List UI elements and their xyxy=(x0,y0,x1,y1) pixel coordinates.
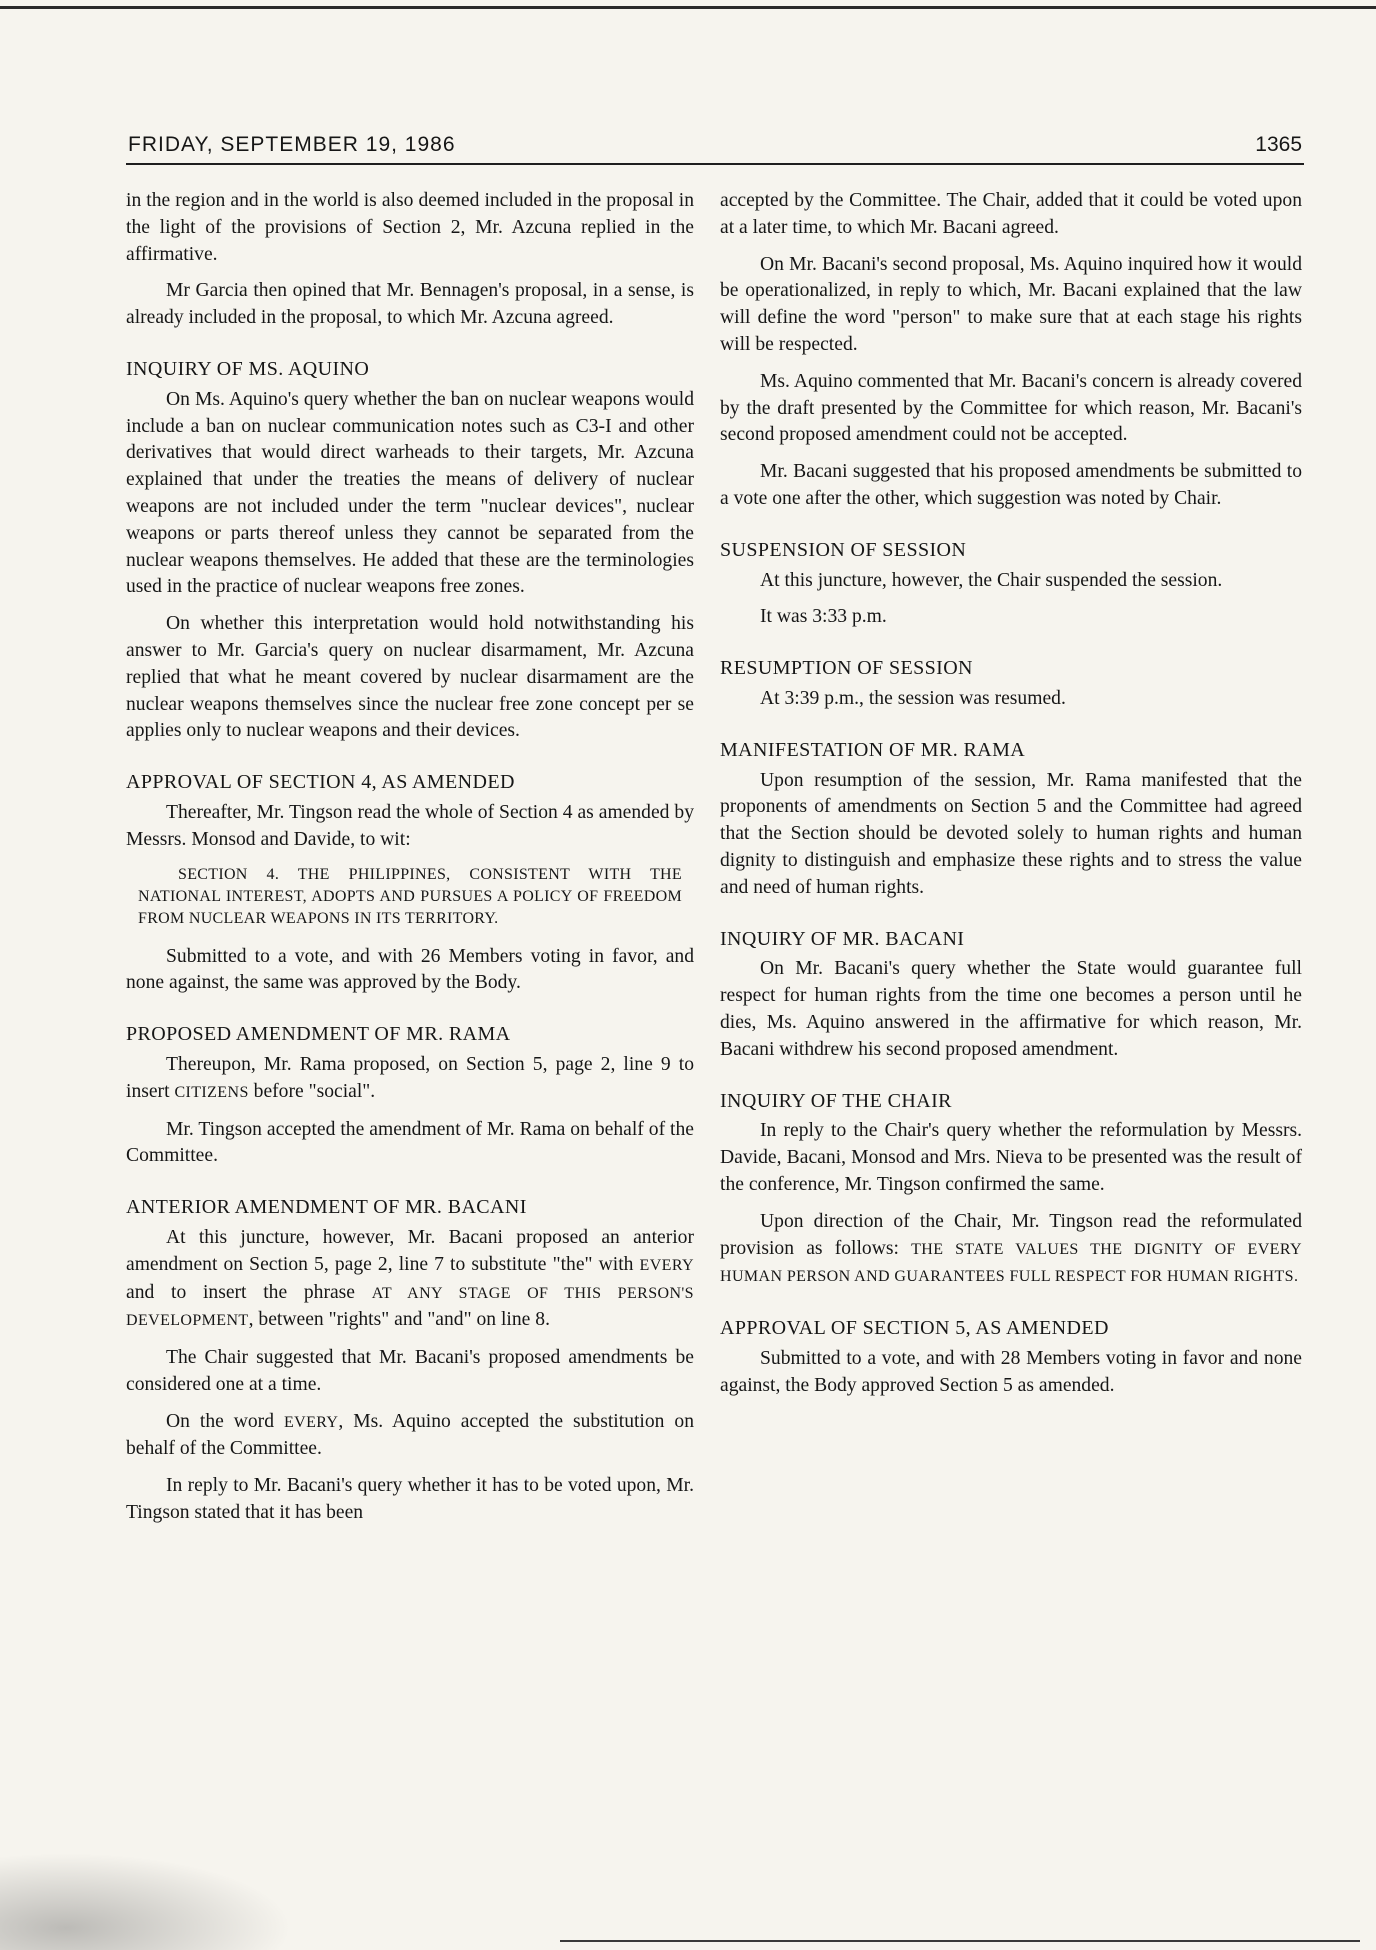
paragraph: At this juncture, however, the Chair suspended the session. xyxy=(760,569,1223,591)
paragraph: in the region and in the world is also deemed included in the proposal in the light of the provisions of Section 2, Mr. Azcuna replied in the affirmative. xyxy=(126,190,694,265)
paragraph: On Ms. Aquino's query whether the ban on nuclear weapons would include a ban on nuclear communication notes such as C3-I and other derivatives that would direct warheads to their targets, Mr. Azcuna explained that under the treaties the means of delivery of nuclear weapons are not included under the term "nuclear devices", nuclear weapons or parts thereof unless they cannot be separated from the nuclear weapons themselves. He added that these are the terminologies used in the practice of nuclear weapons free zones. xyxy=(126,388,694,598)
left-column xyxy=(126,188,694,1537)
text-run: Thereupon, Mr. Rama proposed, on Section 5, page 2, line 9 to insert xyxy=(126,1053,694,1102)
section-heading: PROPOSED AMENDMENT OF MR. RAMA xyxy=(126,1023,511,1046)
paragraph: Mr Garcia then opined that Mr. Bennagen's proposal, in a sense, is already included in the proposal, to which Mr. Azcuna agreed. xyxy=(126,280,694,329)
paragraph: On whether this interpretation would hold notwithstanding his answer to Mr. Garcia's query on nuclear disarmament, Mr. Azcuna replied that what he meant covered by nuclear disarmament are the nuclear weapons themselves since the nuclear free zone concept per se applies only to nuclear weapons and their devices. xyxy=(126,613,694,742)
section-heading: RESUMPTION OF SESSION xyxy=(720,657,973,680)
running-head-date: FRIDAY, SEPTEMBER 19, 1986 xyxy=(128,133,456,156)
section-heading: INQUIRY OF MR. BACANI xyxy=(720,927,965,950)
page-number: 1365 xyxy=(1255,133,1302,156)
small-caps-text: CITIZENS xyxy=(174,1083,249,1101)
section-heading: MANIFESTATION OF MR. RAMA xyxy=(720,738,1026,761)
paragraph: Submitted to a vote, and with 28 Members voting in favor and none against, the Body approved Section 5 as amended. xyxy=(720,1347,1302,1396)
text-run: , Ms. Aquino accepted the substitution on behalf of the Committee. xyxy=(126,1410,694,1460)
paragraph: accepted by the Committee. The Chair, added that it could be voted upon at a later time, to which Mr. Bacani agreed. xyxy=(720,190,1302,238)
paragraph: On Mr. Bacani's second proposal, Ms. Aquino inquired how it would be operationalized, in reply to which, Mr. Bacani explained that the law will define the word "person" to make sure that at each stage his rights will be respected. xyxy=(720,253,1302,355)
text-run: At this juncture, however, Mr. Bacani proposed an anterior amendment on Section 5, page 2, line 7 to substitute "the" with xyxy=(126,1226,694,1275)
top-border-rule xyxy=(0,6,1376,9)
text-run: and to insert the phrase xyxy=(126,1281,372,1303)
section-heading: SUSPENSION OF SESSION xyxy=(720,538,967,561)
paragraph: Mr. Tingson accepted the amendment of Mr. Rama on behalf of the Committee. xyxy=(126,1118,694,1167)
paragraph: In reply to Mr. Bacani's query whether it has to be voted upon, Mr. Tingson stated that it has been xyxy=(126,1475,694,1524)
section-heading: ANTERIOR AMENDMENT OF MR. BACANI xyxy=(126,1196,527,1219)
paragraph xyxy=(126,1409,694,1464)
paragraph: Submitted to a vote, and with 26 Members voting in favor, and none against, the same was approved by the Body. xyxy=(126,945,694,994)
section-heading: INQUIRY OF THE CHAIR xyxy=(720,1089,952,1112)
paragraph: Upon resumption of the session, Mr. Rama manifested that the proponents of amendments on Section 5 and the Committee had agreed that the Section should be devoted solely to human rights and human dignity to distinguish and emphasize these rights and to stress the value and need of human rights. xyxy=(720,769,1302,898)
text-run: , between "rights" and "and" on line 8. xyxy=(248,1309,550,1331)
small-caps-text: EVERY xyxy=(639,1256,694,1274)
small-caps-text: THE STATE VALUES THE DIGNITY OF EVERY HUMAN PERSON AND GUARANTEES FULL RESPECT FOR HUMAN RIGHTS. xyxy=(720,1240,1302,1286)
small-caps-text: EVERY xyxy=(283,1413,339,1431)
text-run: On the word xyxy=(166,1410,284,1432)
section-heading: INQUIRY OF MS. AQUINO xyxy=(126,357,370,380)
paragraph xyxy=(126,1052,694,1107)
text-run: Upon direction of the Chair, Mr. Tingson read the reformulated provision as follows: xyxy=(720,1210,1302,1259)
scan-artifact xyxy=(0,1840,330,1950)
text-run: before "social". xyxy=(248,1080,376,1102)
paragraph: In reply to the Chair's query whether the reformulation by Messrs. Davide, Bacani, Monsod and Mrs. Nieva to be presented was the result of the conference, Mr. Tingson confirmed the same. xyxy=(720,1120,1302,1195)
paragraph: On Mr. Bacani's query whether the State would guarantee full respect for human rights from the time one becomes a person until he dies, Ms. Aquino answered in the affirmative for which reason, Mr. Bacani withdrew his second proposed amendment. xyxy=(720,958,1302,1060)
paragraph: It was 3:33 p.m. xyxy=(760,606,887,628)
paragraph: Ms. Aquino commented that Mr. Bacani's concern is already covered by the draft presented by the Committee for which reason, Mr. Bacani's second proposed amendment could not be accepted. xyxy=(720,370,1302,446)
paragraph: The Chair suggested that Mr. Bacani's proposed amendments be considered one at a time. xyxy=(126,1347,694,1395)
small-caps-text: AT ANY STAGE OF THIS PERSON'S DEVELOPMENT xyxy=(126,1284,694,1330)
bottom-border-rule xyxy=(560,1940,1360,1942)
paragraph: Mr. Bacani suggested that his proposed amendments be submitted to a vote one after the other, which suggestion was noted by Chair. xyxy=(720,461,1302,509)
quoted-section-text: SECTION 4. THE PHILIPPINES, CONSISTENT WITH THE NATIONAL INTEREST, ADOPTS AND PURSUES A POLICY OF FREEDOM FROM NUCLEAR WEAPONS IN ITS TERRITORY. xyxy=(138,865,682,927)
section-heading: APPROVAL OF SECTION 5, AS AMENDED xyxy=(720,1317,1109,1340)
paragraph: At 3:39 p.m., the session was resumed. xyxy=(760,687,1066,709)
right-column xyxy=(720,188,1302,1409)
paragraph: Thereafter, Mr. Tingson read the whole of Section 4 as amended by Messrs. Monsod and Davide, to wit: xyxy=(126,801,694,850)
paragraph xyxy=(126,1225,694,1335)
header-rule xyxy=(126,163,1304,165)
section-heading: APPROVAL OF SECTION 4, AS AMENDED xyxy=(126,771,515,794)
paragraph xyxy=(720,1209,1302,1291)
